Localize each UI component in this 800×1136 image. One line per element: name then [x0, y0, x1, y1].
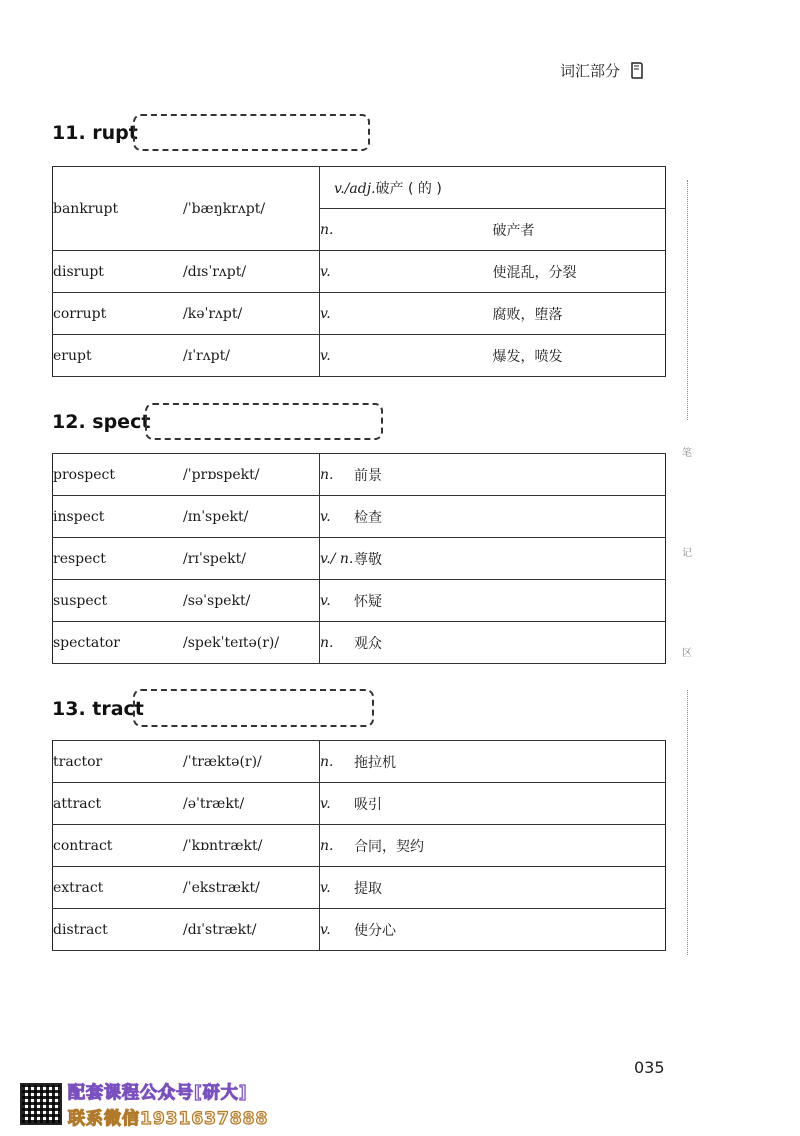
section-title: 12. spect	[52, 411, 151, 433]
table-row	[53, 167, 666, 209]
phonetic: /ɪnˈspekt/	[183, 496, 320, 538]
promo-line: 联系微信1931637888	[68, 1109, 269, 1129]
phonetic: /ˈkɒntrækt/	[183, 825, 320, 867]
note-box[interactable]	[133, 689, 374, 727]
phonetic: /dɪsˈrʌpt/	[183, 251, 320, 293]
part-of-speech: n.	[320, 825, 355, 867]
table-row	[53, 335, 666, 377]
phonetic: /ˈbæŋkrʌpt/	[183, 167, 320, 251]
word: respect	[53, 538, 184, 580]
table-row	[53, 622, 666, 664]
meaning: 尊敬	[354, 538, 666, 580]
part-of-speech: v.	[320, 783, 355, 825]
meaning-text: 破产 ( 的 )	[375, 180, 442, 197]
meaning: 观众	[354, 622, 666, 664]
notes-margin-label: 区	[682, 648, 692, 659]
part-of-speech: n.	[320, 622, 355, 664]
table-row	[53, 251, 666, 293]
word: prospect	[53, 454, 184, 496]
notes-margin-label: 笔	[682, 448, 692, 459]
vocab-table	[52, 740, 666, 951]
word: erupt	[53, 335, 184, 377]
qr-code-icon	[20, 1083, 62, 1125]
meaning: 检查	[354, 496, 666, 538]
meaning: 合同，契约	[354, 825, 666, 867]
meaning: 提取	[354, 867, 666, 909]
word: disrupt	[53, 251, 184, 293]
meaning: 前景	[354, 454, 666, 496]
meaning: 腐败，堕落	[493, 293, 666, 335]
phonetic: /ˈtræktə(r)/	[183, 741, 320, 783]
table-row	[53, 454, 666, 496]
section-heading: 词汇部分	[560, 62, 621, 80]
part-of-speech: v.	[320, 335, 493, 377]
phonetic: /rɪˈspekt/	[183, 538, 320, 580]
word: inspect	[53, 496, 184, 538]
part-of-speech: v.	[320, 251, 493, 293]
table-row	[53, 825, 666, 867]
part-of-speech: v.	[320, 496, 355, 538]
part-of-speech: n.	[320, 209, 493, 251]
page-header	[560, 60, 644, 81]
table-row	[53, 293, 666, 335]
part-of-speech: v.	[320, 293, 493, 335]
notes-margin-line	[687, 180, 688, 420]
note-box[interactable]	[145, 403, 383, 440]
table-row	[53, 741, 666, 783]
part-of-speech: v.	[320, 867, 355, 909]
meaning: 使分心	[354, 909, 666, 951]
part-of-speech: n.	[320, 454, 355, 496]
vocab-table	[52, 453, 666, 664]
promo-line: 配套课程公众号[研大]	[68, 1083, 248, 1103]
part-of-speech: v./adj.	[334, 180, 376, 197]
phonetic: /kəˈrʌpt/	[183, 293, 320, 335]
table-row	[53, 867, 666, 909]
page-number: 035	[634, 1058, 665, 1077]
word: distract	[53, 909, 184, 951]
word: tractor	[53, 741, 184, 783]
meaning: 爆发，喷发	[493, 335, 666, 377]
notes-margin-line	[687, 690, 688, 955]
phonetic: /spekˈteɪtə(r)/	[183, 622, 320, 664]
part-of-speech: v.	[320, 580, 355, 622]
table-row	[53, 580, 666, 622]
book-icon	[630, 62, 644, 80]
word: contract	[53, 825, 184, 867]
meaning: 使混乱，分裂	[493, 251, 666, 293]
part-of-speech: n.	[320, 741, 355, 783]
meaning: 破产者	[493, 209, 666, 251]
phonetic: /əˈtrækt/	[183, 783, 320, 825]
vocab-table	[52, 166, 666, 377]
part-of-speech: v./ n.	[320, 538, 355, 580]
word: bankrupt	[53, 167, 184, 251]
phonetic: /ɪˈrʌpt/	[183, 335, 320, 377]
meaning: 拖拉机	[354, 741, 666, 783]
promo-banner	[20, 1078, 268, 1129]
word: extract	[53, 867, 184, 909]
section-title: 13. tract	[52, 698, 144, 720]
phonetic: /ˈprɒspekt/	[183, 454, 320, 496]
note-box[interactable]	[133, 114, 370, 151]
meaning: 吸引	[354, 783, 666, 825]
word: suspect	[53, 580, 184, 622]
word: corrupt	[53, 293, 184, 335]
part-of-speech: v.	[320, 909, 355, 951]
phonetic: /səˈspekt/	[183, 580, 320, 622]
word: spectator	[53, 622, 184, 664]
section-title: 11. rupt	[52, 122, 138, 144]
table-row	[53, 783, 666, 825]
meaning	[320, 167, 666, 209]
phonetic: /ˈekstrækt/	[183, 867, 320, 909]
meaning: 怀疑	[354, 580, 666, 622]
table-row	[53, 496, 666, 538]
word: attract	[53, 783, 184, 825]
notes-margin-label: 记	[682, 548, 692, 559]
phonetic: /dɪˈstrækt/	[183, 909, 320, 951]
table-row	[53, 538, 666, 580]
table-row	[53, 909, 666, 951]
